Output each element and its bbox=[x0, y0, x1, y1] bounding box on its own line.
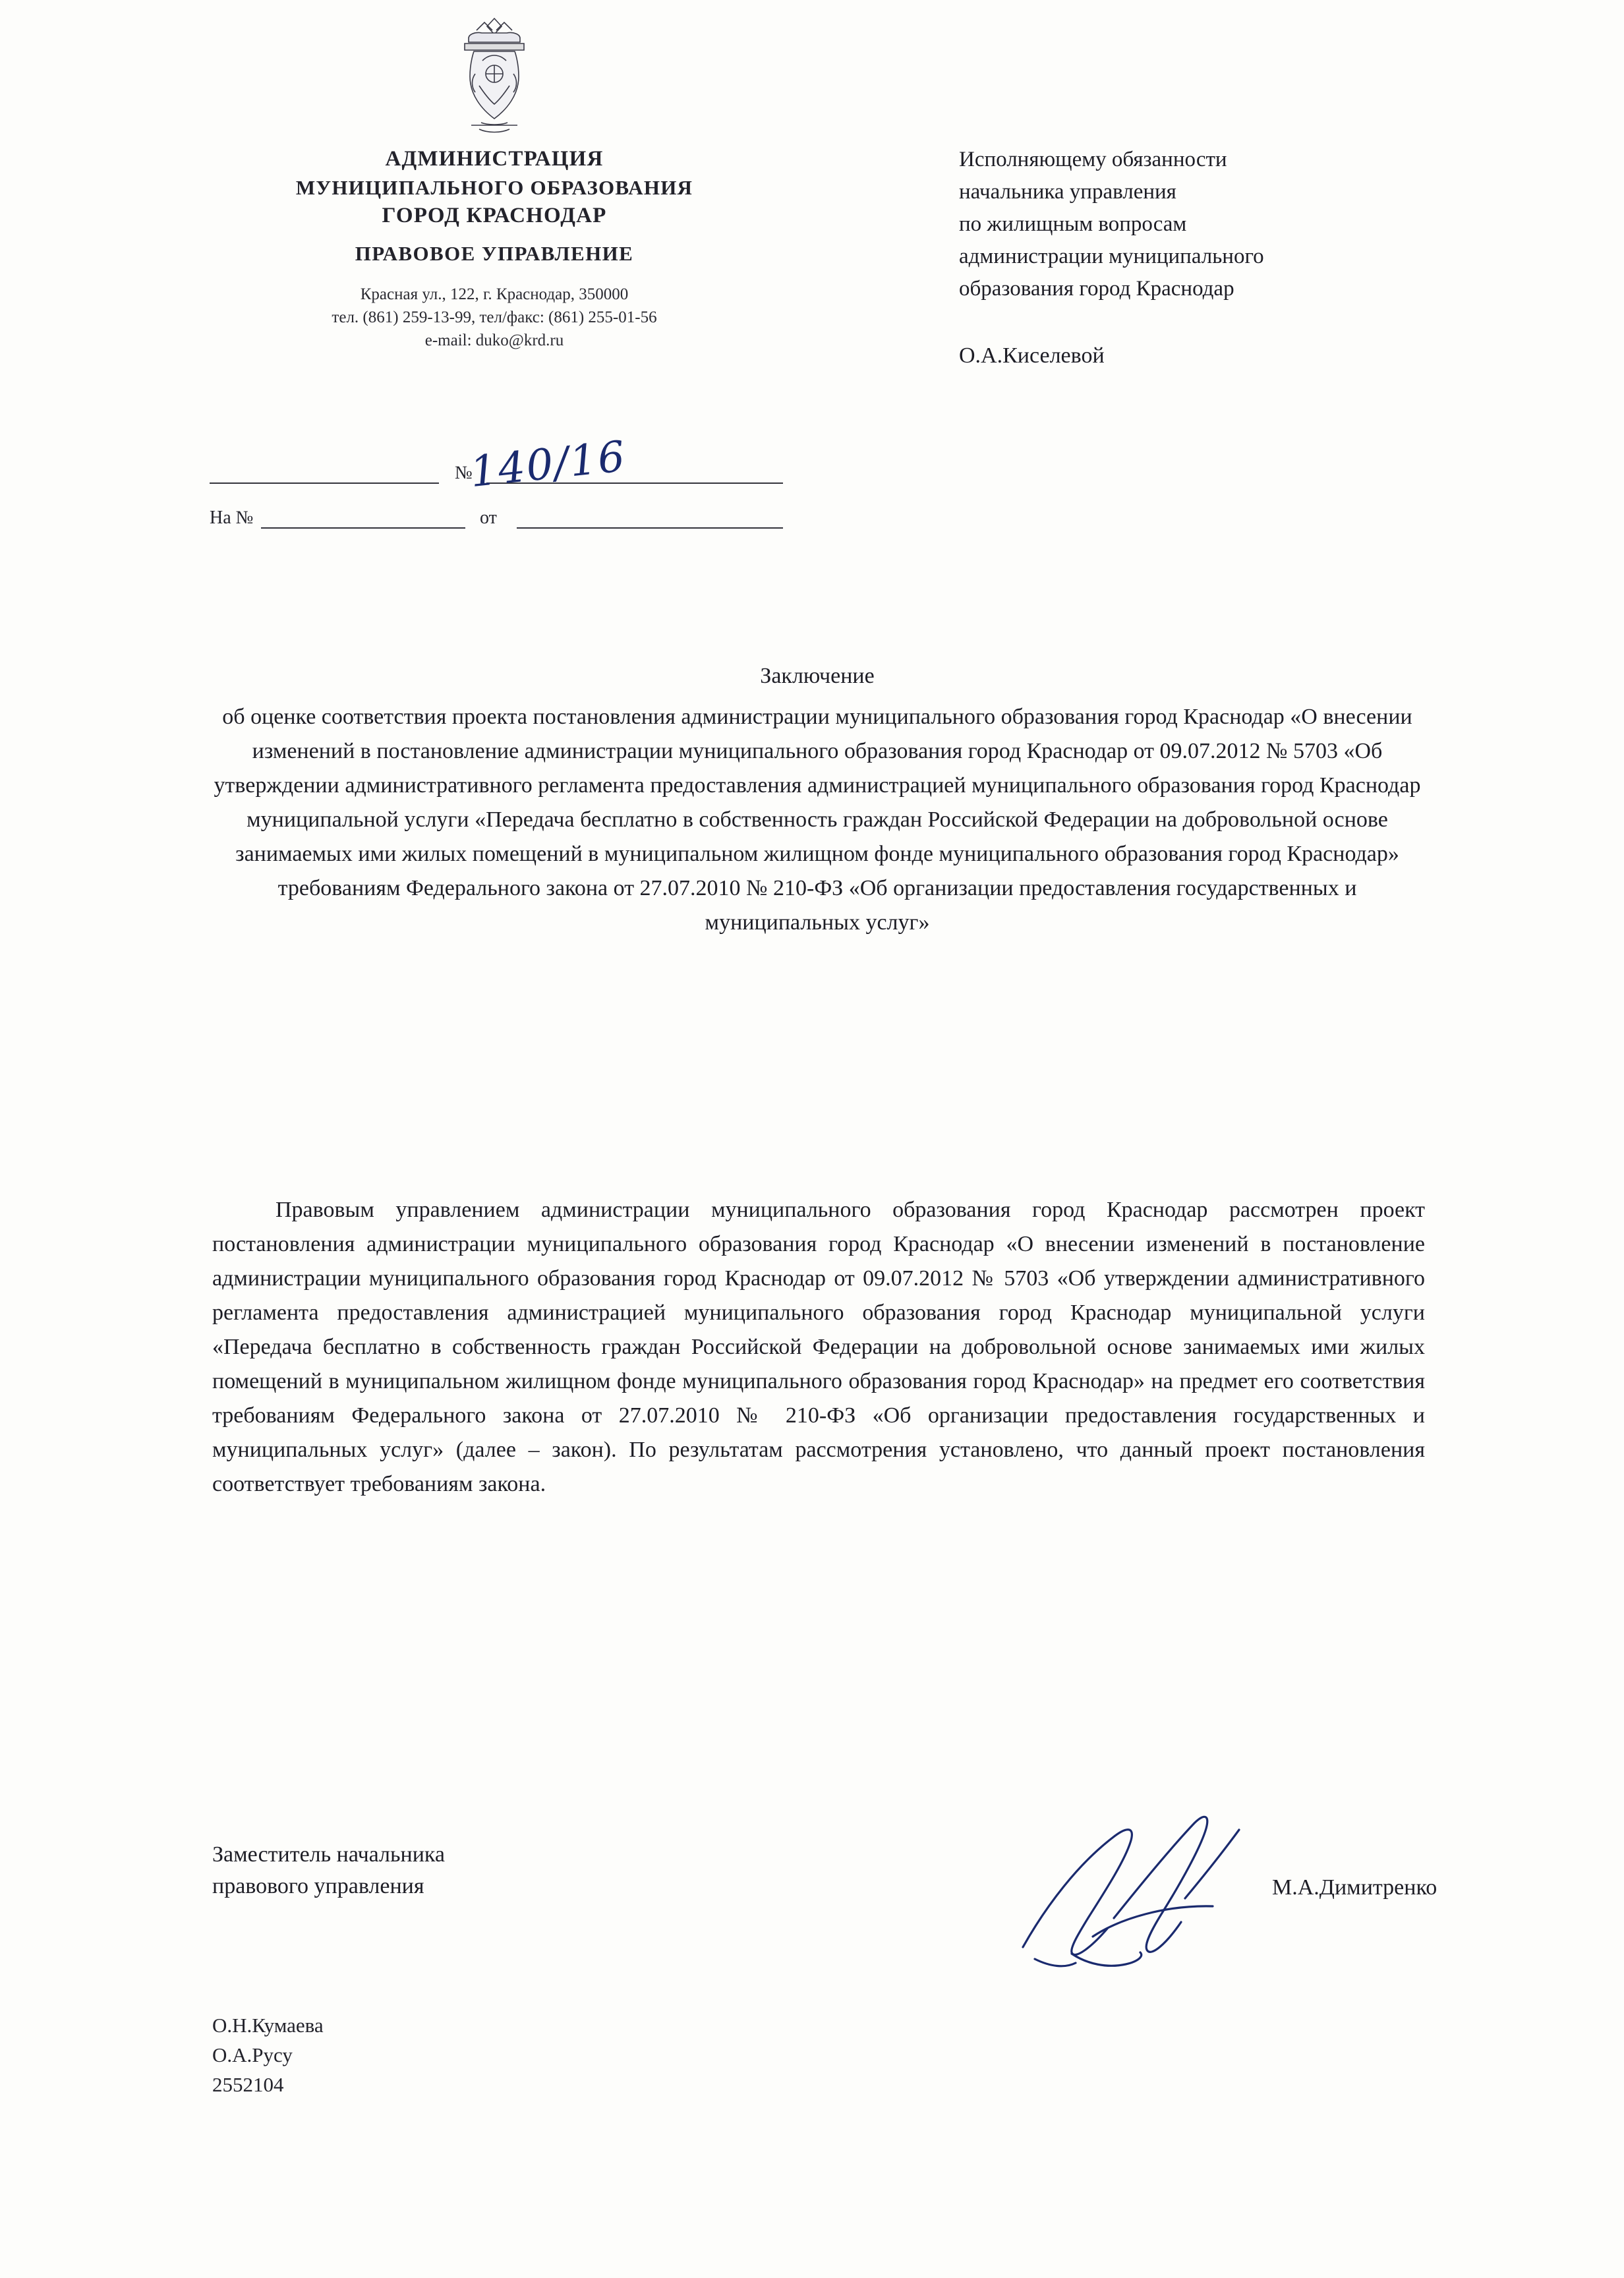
phone-line: тел. (861) 259-13-99, тел/факс: (861) 255-01-56 bbox=[332, 308, 657, 326]
coat-of-arms-icon bbox=[445, 13, 544, 138]
org-name-line-1: АДМИНИСТРАЦИЯ bbox=[385, 147, 604, 171]
outgoing-number-row bbox=[210, 432, 803, 498]
org-name-line-2: МУНИЦИПАЛЬНОГО ОБРАЗОВАНИЯ bbox=[295, 176, 693, 199]
addressee-line-3: по жилищным вопросам bbox=[959, 212, 1187, 236]
addressee-line-2: начальника управления bbox=[959, 180, 1176, 204]
address-line: Красная ул., 122, г. Краснодар, 350000 bbox=[360, 285, 629, 303]
reply-number-row bbox=[210, 498, 803, 542]
department-name: ПРАВОВОЕ УПРАВЛЕНИЕ bbox=[355, 242, 634, 265]
body-paragraph: Правовым управлением администрации муниципального образования город Краснодар рассмотрен проект постановления администрации муниципального образования город Краснодар «О внесении изменений в постановление администрации муниципального образования город Краснодар от 09.07.2012 № 5703 «Об утверждении административного регламента предоставления администрацией муниципального образования город Краснодар муниципальной услуги «Передача бесплатно в собственность граждан Российской Федерации на добровольной основе занимаемых ими жилых помещений в муниципальном жилищном фонде муниципального образования город Краснодар» на предмет его соответствия требованиям Федерального закона от 27.07.2010 № 210-ФЗ «Об организации предоставления государственных и муниципальных услуг» (далее – закон). По результатам рассмотрения установлено, что данный проект постановления соответствует требованиям закона. bbox=[212, 1198, 1425, 1496]
contact-block bbox=[198, 283, 791, 352]
page-title: Заключение bbox=[760, 664, 875, 688]
handwritten-number: 140/16 bbox=[467, 432, 629, 498]
footer-block bbox=[212, 2010, 324, 2099]
signature-position-line-2: правового управления bbox=[212, 1874, 424, 1898]
footer-line-3: 2552104 bbox=[212, 2073, 284, 2096]
addressee-line-1: Исполняющему обязанности bbox=[959, 148, 1227, 171]
date-rule bbox=[210, 482, 439, 484]
addressee-block bbox=[959, 144, 1552, 372]
reply-date-rule bbox=[517, 527, 783, 529]
signature-position bbox=[212, 1839, 445, 1902]
org-name-line-3: ГОРОД КРАСНОДАР bbox=[382, 204, 607, 227]
email-line: e-mail: duko@krd.ru bbox=[424, 332, 564, 349]
addressee-line-5: образования город Краснодар bbox=[959, 277, 1234, 301]
number-symbol: № bbox=[455, 463, 473, 483]
addressee-line-4: администрации муниципального bbox=[959, 245, 1264, 268]
signer-name: М.А.Димитренко bbox=[1272, 1875, 1437, 1900]
signature-position-line-1: Заместитель начальника bbox=[212, 1842, 446, 1867]
number-block bbox=[210, 432, 803, 542]
date-label: от bbox=[480, 508, 497, 528]
footer-line-2: О.А.Русу bbox=[212, 2043, 293, 2066]
footer-line-1: О.Н.Кумаева bbox=[212, 2014, 324, 2037]
letterhead bbox=[198, 13, 791, 352]
document-title-block bbox=[198, 659, 1437, 940]
reply-label: На № bbox=[210, 508, 254, 528]
handwritten-signature-icon bbox=[1015, 1806, 1292, 1977]
reply-rule bbox=[261, 527, 465, 529]
document-subtitle: об оценке соответствия проекта постановления администрации муниципального образования город Краснодар «О внесении изменений в постановление администрации муниципального образования город Краснодар от 09.07.2012 № 5703 «Об утверждении административного регламента предоставления администрацией муниципального образования город Краснодар муниципальной услуги «Передача бесплатно в собственность граждан Российской Федерации на добровольной основе занимаемых ими жилых помещений в муниципальном жилищном фонде муниципального образования город Краснодар» требованиям Федерального закона от 27.07.2010 № 210-ФЗ «Об организации предоставления государственных и муниципальных услуг» bbox=[214, 705, 1421, 935]
addressee-name: О.А.Киселевой bbox=[959, 343, 1105, 368]
